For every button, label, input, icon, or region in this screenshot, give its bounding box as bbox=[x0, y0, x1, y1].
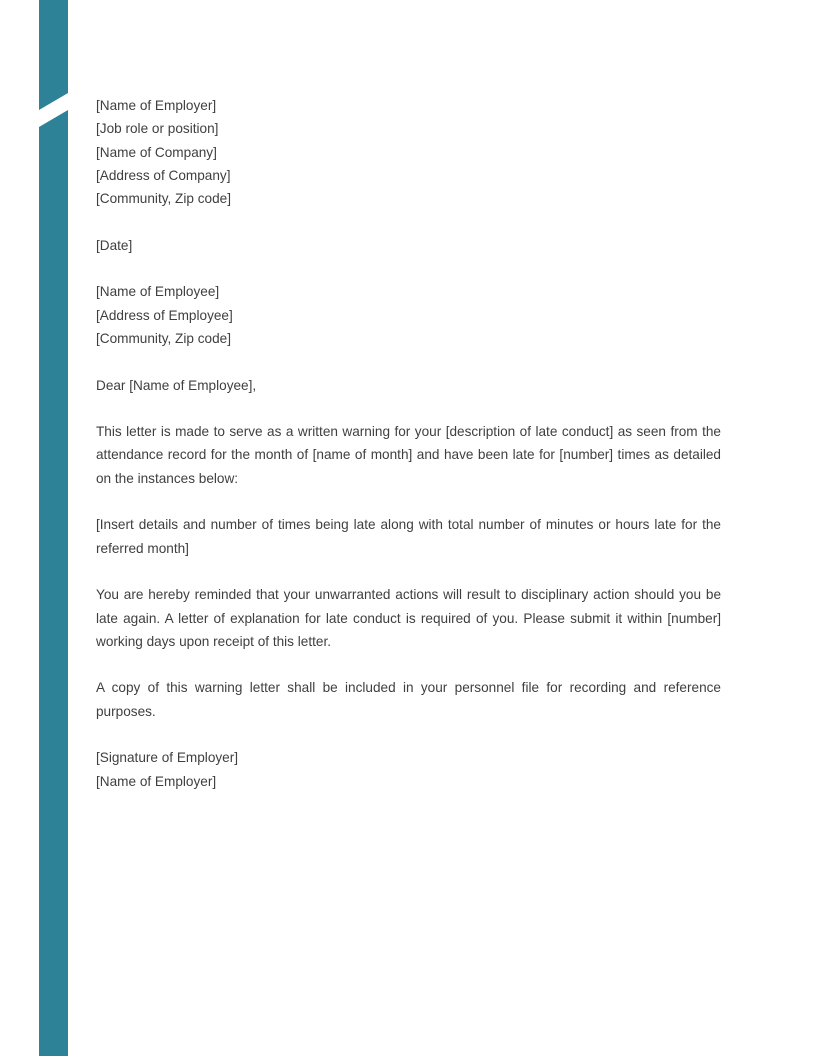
body-paragraph-1: This letter is made to serve as a written warning for your [description of late conduct] as seen from the attendance record for the month of [name of month] and have been late for [number] times as detailed on the instances below: bbox=[96, 424, 721, 486]
body-paragraph-2: [Insert details and number of times being late along with total number of minutes or hours late for the referred month] bbox=[96, 517, 721, 556]
side-bar-lower bbox=[39, 110, 68, 1056]
letter-date: [Date] bbox=[96, 237, 133, 253]
signature-line: [Signature of Employer] bbox=[96, 750, 239, 766]
sender-company-name: [Name of Company] bbox=[96, 144, 217, 160]
body-paragraph-4: A copy of this warning letter shall be included in your personnel file for recording and reference purposes. bbox=[96, 680, 721, 719]
body-paragraph-3: You are hereby reminded that your unwarranted actions will result to disciplinary action should you be late again. A letter of explanation for late conduct is required of you. Please submit it within [number] working days upon receipt of this letter. bbox=[96, 587, 721, 649]
recipient-employee-address: [Address of Employee] bbox=[96, 307, 233, 323]
sender-block bbox=[96, 94, 721, 210]
closing-block bbox=[96, 746, 721, 793]
sender-job-role: [Job role or position] bbox=[96, 121, 219, 137]
side-bar-upper bbox=[39, 0, 68, 110]
recipient-employee-name: [Name of Employee] bbox=[96, 284, 220, 300]
salutation: Dear [Name of Employee], bbox=[96, 377, 257, 393]
sender-employer-name: [Name of Employer] bbox=[96, 98, 217, 113]
recipient-community-zip: [Community, Zip code] bbox=[96, 330, 231, 346]
sender-community-zip: [Community, Zip code] bbox=[96, 191, 231, 207]
sender-company-address: [Address of Company] bbox=[96, 167, 231, 183]
recipient-block bbox=[96, 280, 721, 350]
closing-employer-name: [Name of Employer] bbox=[96, 773, 217, 789]
letter-body bbox=[96, 94, 721, 793]
